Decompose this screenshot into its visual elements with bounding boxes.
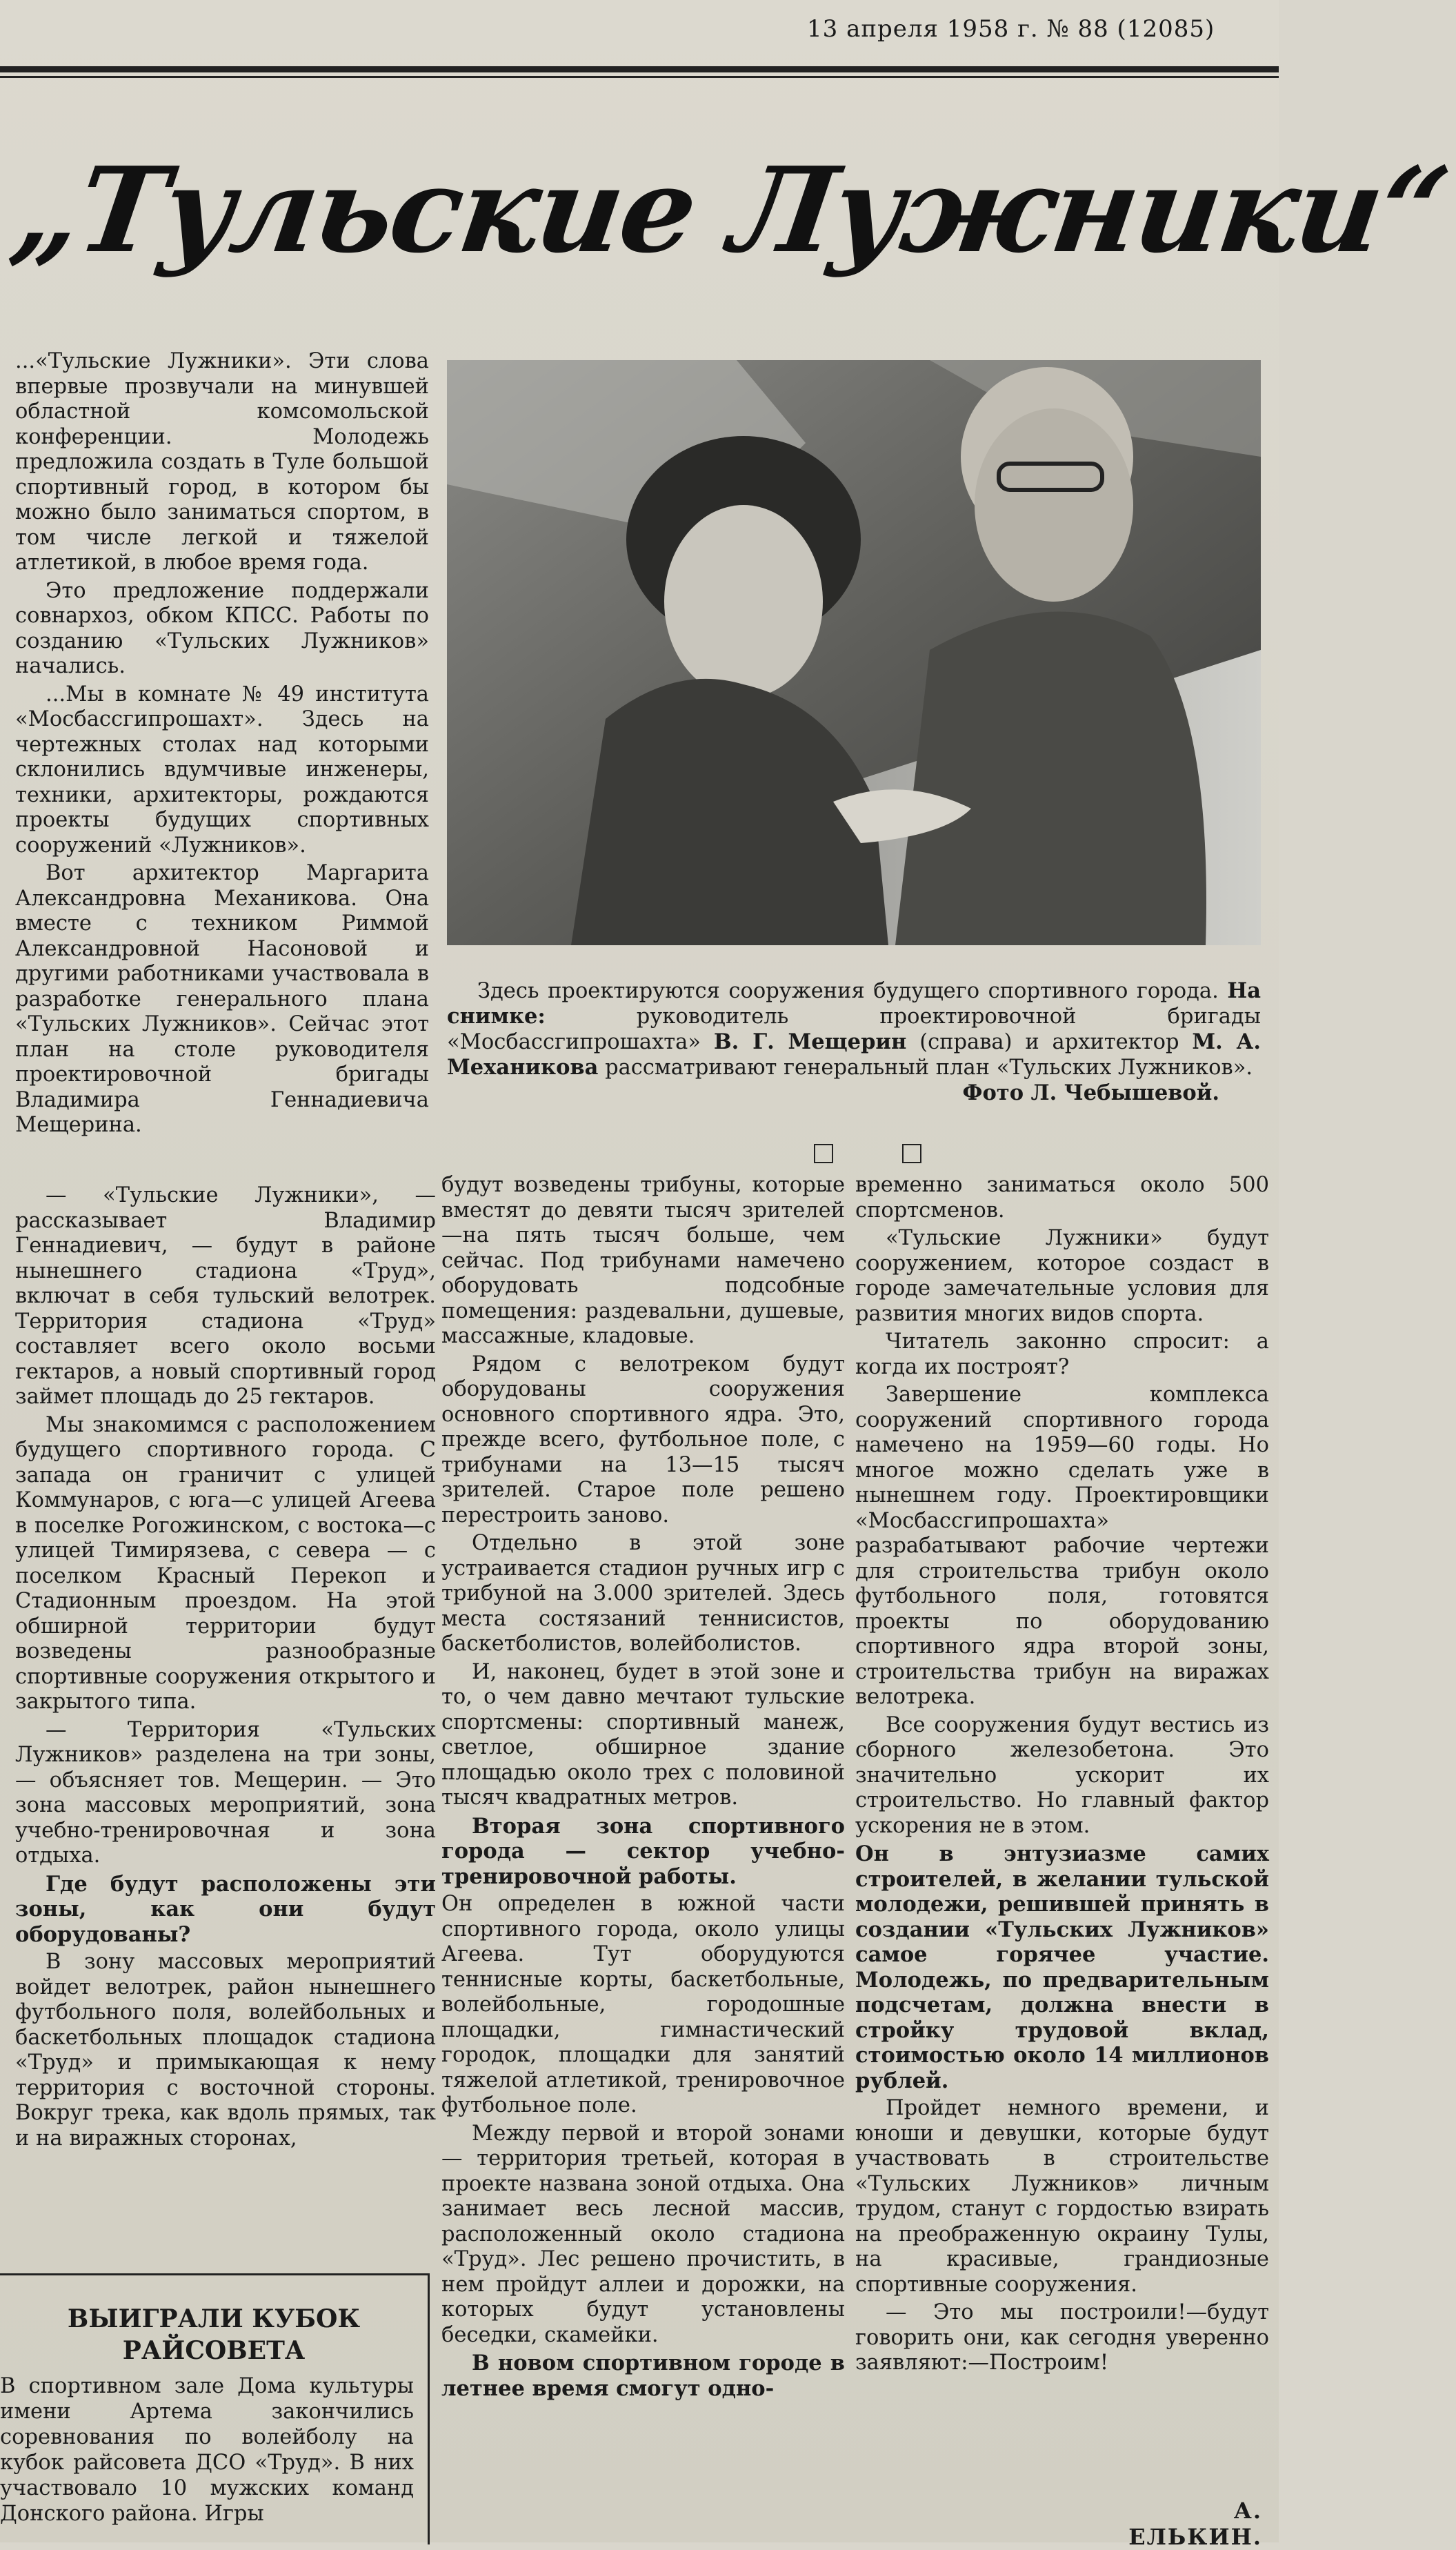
paragraph: Это предложение поддержали совнархоз, обком КПСС. Работы по созданию «Тульских Лужников» начались. xyxy=(15,578,429,678)
separator-square xyxy=(902,1144,921,1163)
paragraph: Где будут расположены эти зоны, как они будут оборудованы? xyxy=(15,1871,436,1947)
paragraph: Читатель законно спросит: а когда их построят? xyxy=(855,1330,1269,1379)
article-column-2 xyxy=(441,1173,845,2542)
paragraph: — Территория «Тульских Лужников» разделена на три зоны, — объясняет тов. Мещерин. — Это зона массовых мероприятий, зона учебно-тренировочная и зона отдыха. xyxy=(15,1717,436,1868)
paragraph: Мы знакомимся с расположением будущего спортивного города. С запада он граничит с улицей Коммунаров, с юга—с улицей Агеева в поселке Рогожинском, с востока—с улицей Тимирязева, с севера — с поселком Красный Перекоп и Стадионным проездом. На этой обширной территории будут возведены разнообразные спортивные сооружения открытого и закрытого типа. xyxy=(15,1412,436,1714)
paragraph: В зону массовых мероприятий войдет велотрек, район нынешнего футбольного поля, волейбольных и баскетбольных площадок стадиона «Труд» и примыкающая к нему территория с восточной стороны. Вокруг трека, как вдоль прямых, так и на виражных сторонах, xyxy=(15,1950,436,2151)
article-column-1-top xyxy=(15,349,429,1180)
paragraph: Отдельно в этой зоне устраивается стадион ручных игр с трибуной на 3.000 зрителей. Здесь места состязаний теннисистов, баскетболистов, волейболистов. xyxy=(441,1531,845,1656)
paragraph: будут возведены трибуны, которые вместят до девяти тысяч зрителей—на пять тысяч больше, чем сейчас. Под трибунами намечено оборудовать подсобные помещения: раздевальни, душевые, массажные, кладовые. xyxy=(441,1173,845,1348)
caption-text: рассматривают генеральный план «Тульских Лужников». xyxy=(605,1056,1253,1080)
paragraph: Он в энтузиазме самих строителей, в желании тульской молодежи, решившей принять в создании «Тульских Лужников» самое горячее участие. Молодежь, по предварительным подсчетам, должна внести в стройку трудовой вклад, стоимостью около 14 миллионов рублей. xyxy=(855,1841,1269,2093)
paragraph: временно заниматься около 500 спортсменов. xyxy=(855,1173,1269,1223)
paragraph: Пройдет немного времени, и юноши и девушки, которые будут участвовать в строительстве «Тульских Лужников» личным трудом, станут с гордостью взирать на преображенную окраину Тулы, на красивые, грандиозные спортивные сооружения. xyxy=(855,2096,1269,2297)
paragraph: «Тульские Лужники» будут сооружением, которое создаст в городе замечательные условия для развития многих видов спорта. xyxy=(855,1226,1269,1326)
paragraph: И, наконец, будет в этой зоне и то, о чем давно мечтают тульские спортсмены: спортивный манеж, светлое, обширное здание площадью около трех с половиной тысяч квадратных метров. xyxy=(441,1659,845,1810)
paragraph: Рядом с велотреком будут оборудованы сооружения основного спортивного ядра. Это, прежде всего, футбольное поле, с трибунами на 13—15 тысяч зрителей. Старое поле решено перестроить заново. xyxy=(441,1352,845,1528)
paragraph: — «Тульские Лужники», — рассказывает Владимир Геннадиевич, — будут в районе нынешнего стадиона «Труд», включат в себя тульский велотрек. Территория стадиона «Труд» составляет всего около восьми гектаров, а новый спортивный город займет площадь до 25 гектаров. xyxy=(15,1183,436,1409)
paragraph: Между первой и второй зонами — территория третьей, которая в проекте названа зоной отдыха. Она занимает весь лесной массив, расположенный около стадиона «Труд». Лес решено прочистить, в нем пройдут аллеи и дорожки, на которых будут установлены беседки, скамейки. xyxy=(441,2121,845,2347)
photo-illustration xyxy=(447,360,1261,945)
caption-lead: На снимке: xyxy=(447,978,1261,1029)
news-note-text xyxy=(0,2373,414,2542)
caption-text: Здесь проектируются сооружения будущего спортивного города. xyxy=(477,979,1219,1003)
caption-person: В. Г. Мещерин xyxy=(713,1029,907,1054)
news-note-title: ВЫИГРАЛИ КУБОК РАЙСОВЕТА xyxy=(67,2304,361,2365)
header-rule-thin xyxy=(0,76,1279,78)
article-column-3 xyxy=(855,1173,1269,2470)
paragraph: Все сооружения будут вестись из сборного железобетона. Это значительно ускорит их строительство. Но главный фактор ускорения не в этом. xyxy=(855,1712,1269,1838)
headline: „Тульские Лужники“ xyxy=(3,141,1456,279)
paragraph: ...«Тульские Лужники». Эти слова впервые прозвучали на минувшей областной комсомольской конференции. Молодежь предложила создать в Туле большой спортивный город, в котором бы можно было заниматься спортом, в том числе легкой и тяжелой атлетикой, в любое время года. xyxy=(15,349,429,575)
article-photo xyxy=(447,360,1261,945)
photo-credit: Фото Л. Чебышевой. xyxy=(962,1080,1219,1105)
paragraph: — Это мы построили!—будут говорить они, как сегодня уверенно заявляют:—Построим! xyxy=(855,2300,1269,2375)
caption-text: (справа) и архитектор xyxy=(919,1030,1179,1054)
photo-caption xyxy=(447,978,1261,1130)
author-signature: А. ЕЛЬКИН. xyxy=(1128,2498,1262,2550)
paragraph: В новом спортивном городе в летнее время смогут одно- xyxy=(441,2351,845,2401)
paragraph: Вторая зона спортивного города — сектор учебно-тренировочной работы. xyxy=(441,1813,845,1889)
paragraph: Вот архитектор Маргарита Александровна Механикова. Она вместе с техником Риммой Александровной Насоновой и другими работниками участвовала в разработке генерального плана «Тульских Лужников». Сейчас этот план на столе руководителя проектировочной бригады Владимира Геннадиевича Мещерина. xyxy=(15,861,429,1137)
caption-person: М. А. Механикова xyxy=(447,1029,1261,1080)
paragraph: Завершение комплекса сооружений спортивного города намечено на 1959—60 годы. Но многое можно сделать уже в нынешнем году. Проектировщики «Мосбассгипрошахта» разрабатывают рабочие чертежи для строительства трибун около футбольного поля, готовятся проекты по оборудованию спортивного ядра второй зоны, строительства трибун на виражах велотрека. xyxy=(855,1383,1269,1709)
issue-date: 13 апреля 1958 г. № 88 (12085) xyxy=(807,15,1215,43)
paragraph: Он определен в южной части спортивного города, около улицы Агеева. Тут оборудуются теннисные корты, баскетбольные, волейбольные, городошные площадки, гимнастический городок, площадки для занятий тяжелой атлетикой, тренировочное футбольное поле. xyxy=(441,1892,845,2117)
separator-square xyxy=(814,1144,833,1163)
paragraph: В спортивном зале Дома культуры имени Артема закончились соревнования по волейболу на кубок райсовета ДСО «Труд». В них участвовало 10 мужских команд Донского района. Игры xyxy=(0,2374,414,2526)
paragraph: ...Мы в комнате № 49 института «Мосбассгипрошахт». Здесь на чертежных столах над которыми склонились вдумчивые инженеры, техники, архитекторы, рождаются проекты будущих спортивных сооружений «Лужников». xyxy=(15,682,429,858)
header-rule xyxy=(0,66,1279,72)
article-column-1-bottom xyxy=(15,1183,436,2256)
caption-text: руководитель проектировочной бригады «Мосбассгипрошахта» xyxy=(447,1005,1261,1054)
